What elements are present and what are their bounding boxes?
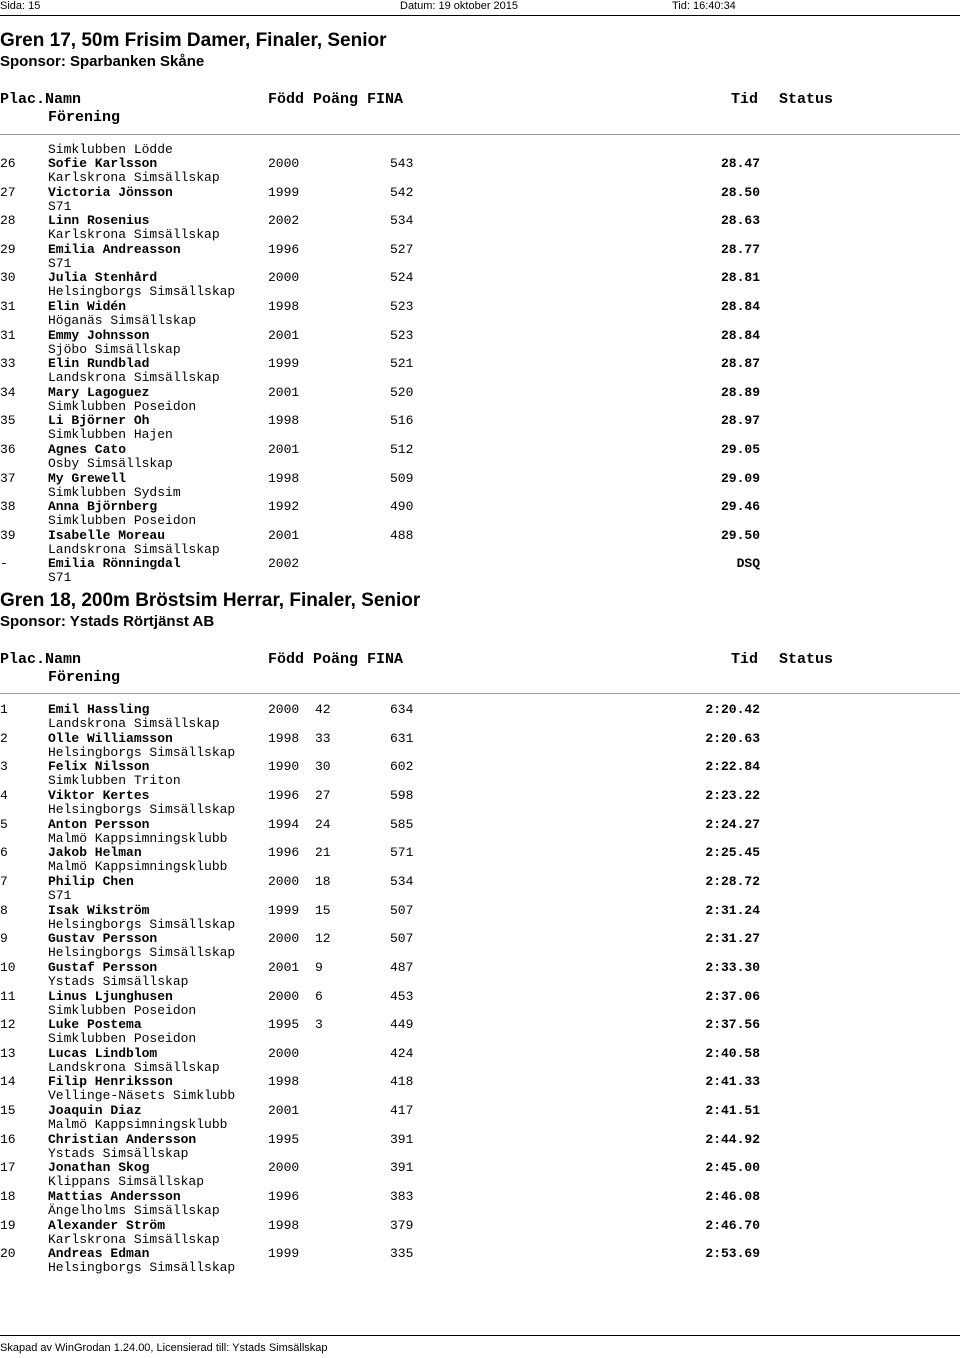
fina-points: 512 [390, 442, 414, 457]
result-row [0, 732, 960, 746]
swimmer-name: Elin Rundblad [48, 356, 150, 372]
placement: 35 [0, 413, 16, 429]
placement: 14 [0, 1074, 16, 1090]
result-row [0, 1247, 960, 1261]
result-time: 2:37.06 [705, 988, 760, 1004]
swimmer-name: Filip Henriksson [48, 1074, 173, 1090]
birth-year: 1992 [268, 499, 300, 515]
footer-text: Skapad av WinGrodan 1.24.00, Licensierad till: Ystads Simsällskap [0, 1342, 328, 1354]
placement: 8 [0, 902, 8, 918]
placement: 19 [0, 1217, 16, 1233]
swimmer-name: Lucas Lindblom [48, 1045, 158, 1061]
club-name: Landskrona Simsällskap [48, 541, 220, 557]
placement: 33 [0, 356, 16, 372]
result-time: 2:46.70 [705, 1217, 760, 1233]
fina-points: 449 [390, 1017, 414, 1033]
fina-points: 418 [390, 1074, 414, 1090]
placement: 27 [0, 184, 16, 200]
club-name: Simklubben Triton [48, 773, 181, 789]
fina-points: 585 [390, 816, 414, 832]
fina-points: 571 [390, 845, 414, 861]
swimmer-name: Anna Björnberg [48, 499, 158, 515]
birth-year: 1990 [268, 759, 300, 775]
club-name: Landskrona Simsällskap [48, 1059, 220, 1075]
placement: 12 [0, 1017, 16, 1033]
result-time: 2:23.22 [705, 787, 760, 803]
placement: 31 [0, 327, 16, 343]
placement: 11 [0, 988, 16, 1004]
fina-points: 631 [390, 730, 414, 746]
birth-year: 1998 [268, 470, 300, 486]
result-time: 2:53.69 [705, 1246, 760, 1262]
result-row [0, 1075, 960, 1089]
result-time: 28.81 [720, 270, 760, 286]
result-row [0, 760, 960, 774]
event2-title: Gren 18, 200m Bröstsim Herrar, Finaler, Senior [0, 590, 421, 611]
swimmer-name: Mattias Andersson [48, 1189, 181, 1205]
club-name: S71 [48, 887, 72, 903]
fina-points: 534 [390, 213, 414, 229]
fina-points: 490 [390, 499, 414, 515]
footer-divider [0, 1335, 960, 1336]
placement: 6 [0, 845, 8, 861]
swimmer-name: Joaquin Diaz [48, 1103, 142, 1119]
swimmer-name: Jonathan Skog [48, 1160, 150, 1176]
club-name: Landskrona Simsällskap [48, 716, 220, 731]
birth-year: 1998 [268, 1217, 300, 1233]
swimmer-name: My Grewell [48, 470, 127, 486]
fina-points: 391 [390, 1160, 414, 1176]
result-time: 29.50 [720, 527, 760, 543]
club-name: Ystads Simsällskap [48, 973, 189, 989]
fina-points: 424 [390, 1045, 414, 1061]
print-date: Datum: 19 oktober 2015 [400, 0, 519, 12]
col-plac-name: Plac.Namn [0, 91, 82, 108]
club-name: Malmö Kappsimningsklubb [48, 1117, 228, 1133]
club-name: Klippans Simsällskap [48, 1174, 205, 1190]
placement: 10 [0, 959, 16, 975]
birth-year: 2000 [268, 988, 300, 1004]
fina-points: 507 [390, 931, 414, 947]
result-row [0, 500, 960, 514]
club-name: Simklubben Poseidon [48, 1002, 197, 1018]
swimmer-name: Li Björner Oh [48, 413, 150, 429]
result-row [0, 1047, 960, 1061]
placement: 1 [0, 702, 8, 717]
birth-year: 1996 [268, 787, 300, 803]
placement: 34 [0, 384, 16, 400]
club-name: Karlskrona Simsällskap [48, 1231, 220, 1247]
points: 21 [315, 845, 331, 861]
club-name: Simklubben Poseidon [48, 513, 197, 529]
club-name: Simklubben Poseidon [48, 398, 197, 414]
swimmer-name: Julia Stenhård [48, 270, 158, 286]
birth-year: 1996 [268, 1189, 300, 1205]
placement: 31 [0, 299, 16, 314]
birth-year: 1998 [268, 730, 300, 746]
points: 33 [315, 730, 331, 746]
placement: 26 [0, 156, 16, 171]
placement: 17 [0, 1160, 16, 1176]
points: 42 [315, 702, 331, 717]
swimmer-name: Andreas Edman [48, 1246, 150, 1262]
result-row [0, 961, 960, 975]
result-time: 2:31.24 [705, 902, 760, 918]
event2-header-divider [0, 693, 960, 694]
swimmer-name: Gustav Persson [48, 931, 158, 947]
swimmer-name: Isabelle Moreau [48, 527, 166, 543]
col-time: Tid [731, 91, 759, 108]
birth-year: 1998 [268, 1074, 300, 1090]
result-time: 2:31.27 [705, 931, 760, 947]
result-time: 2:40.58 [705, 1045, 760, 1061]
placement: 39 [0, 527, 16, 543]
result-row [0, 1133, 960, 1147]
page-number: Sida: 15 [0, 0, 41, 12]
fina-points: 527 [390, 241, 414, 257]
result-time: 2:37.56 [705, 1017, 760, 1033]
result-row [0, 789, 960, 803]
col-club: Förening [48, 109, 121, 126]
swimmer-name: Emil Hassling [48, 702, 150, 717]
result-row [0, 414, 960, 428]
result-time: 2:24.27 [705, 816, 760, 832]
birth-year: 1999 [268, 902, 300, 918]
result-row [0, 557, 960, 571]
points: 24 [315, 816, 331, 832]
placement: 30 [0, 270, 16, 286]
placement: 3 [0, 759, 8, 775]
fina-points: 487 [390, 959, 414, 975]
result-time: 29.09 [720, 470, 760, 486]
result-time: 28.87 [720, 356, 760, 372]
placement: 29 [0, 241, 16, 257]
club-name: Ystads Simsällskap [48, 1145, 189, 1161]
points: 15 [315, 902, 331, 918]
col-born-points-fina: Född Poäng FINA [268, 651, 404, 668]
birth-year: 1996 [268, 241, 300, 257]
placement: 20 [0, 1246, 16, 1262]
birth-year: 2001 [268, 442, 300, 457]
print-time: Tid: 16:40:34 [672, 0, 736, 12]
swimmer-name: Emilia Rönningdal [48, 556, 181, 572]
fina-points: 335 [390, 1246, 414, 1262]
club-name: S71 [48, 570, 72, 586]
result-time: 2:41.51 [705, 1103, 760, 1119]
result-row [0, 214, 960, 228]
birth-year: 2000 [268, 931, 300, 947]
swimmer-name: Emilia Andreasson [48, 241, 181, 257]
fina-points: 509 [390, 470, 414, 486]
header-divider [0, 15, 960, 16]
fina-points: 598 [390, 787, 414, 803]
club-name: Malmö Kappsimningsklubb [48, 830, 228, 846]
swimmer-name: Gustaf Persson [48, 959, 158, 975]
fina-points: 417 [390, 1103, 414, 1119]
result-time: 28.47 [720, 156, 760, 171]
club-name: Höganäs Simsällskap [48, 313, 197, 328]
fina-points: 516 [390, 413, 414, 429]
placement: 15 [0, 1103, 16, 1119]
birth-year: 2000 [268, 156, 300, 171]
event1-title: Gren 17, 50m Frisim Damer, Finaler, Senior [0, 30, 387, 51]
result-row [0, 157, 960, 171]
swimmer-name: Anton Persson [48, 816, 150, 832]
result-row [0, 904, 960, 918]
result-time: 28.97 [720, 413, 760, 429]
result-time: 2:46.08 [705, 1189, 760, 1205]
points: 9 [315, 959, 323, 975]
birth-year: 2001 [268, 1103, 300, 1119]
result-time: DSQ [736, 556, 760, 572]
page-header [0, 0, 960, 14]
fina-points: 453 [390, 988, 414, 1004]
placement: 16 [0, 1131, 16, 1147]
points: 30 [315, 759, 331, 775]
birth-year: 2000 [268, 1045, 300, 1061]
club-name: S71 [48, 255, 72, 271]
placement: 5 [0, 816, 8, 832]
fina-points: 543 [390, 156, 414, 171]
club-name: Helsingborgs Simsällskap [48, 1260, 236, 1276]
fina-points: 383 [390, 1189, 414, 1205]
placement: 4 [0, 787, 8, 803]
result-row [0, 1190, 960, 1204]
result-row [0, 1219, 960, 1233]
club-name: Helsingborgs Simsällskap [48, 801, 236, 817]
fina-points: 534 [390, 873, 414, 889]
birth-year: 1998 [268, 413, 300, 429]
result-time: 2:28.72 [705, 873, 760, 889]
points: 6 [315, 988, 323, 1004]
result-time: 28.84 [720, 299, 760, 314]
swimmer-name: Felix Nilsson [48, 759, 150, 775]
club-name: Ängelholms Simsällskap [48, 1203, 220, 1219]
result-row [0, 357, 960, 371]
points: 3 [315, 1017, 323, 1033]
birth-year: 2001 [268, 384, 300, 400]
placement: 13 [0, 1045, 16, 1061]
fina-points: 520 [390, 384, 414, 400]
result-time: 29.46 [720, 499, 760, 515]
club-name: Osby Simsällskap [48, 456, 173, 471]
swimmer-name: Victoria Jönsson [48, 184, 173, 200]
result-row [0, 875, 960, 889]
placement: 28 [0, 213, 16, 229]
swimmer-name: Jakob Helman [48, 845, 142, 861]
fina-points: 521 [390, 356, 414, 372]
fina-points: 524 [390, 270, 414, 286]
birth-year: 1995 [268, 1131, 300, 1147]
swimmer-name: Emmy Johnsson [48, 327, 150, 343]
club-name: Malmö Kappsimningsklubb [48, 859, 228, 875]
fina-points: 602 [390, 759, 414, 775]
club-name: Simklubben Hajen [48, 427, 173, 443]
swimmer-name: Viktor Kertes [48, 787, 150, 803]
swimmer-name: Alexander Ström [48, 1217, 166, 1233]
fina-points: 523 [390, 327, 414, 343]
placement: 18 [0, 1189, 16, 1205]
club-name: Sjöbo Simsällskap [48, 341, 181, 357]
points: 27 [315, 787, 331, 803]
points: 12 [315, 931, 331, 947]
result-time: 28.63 [720, 213, 760, 229]
result-time: 28.50 [720, 184, 760, 200]
club-name: Helsingborgs Simsällskap [48, 916, 236, 932]
result-row [0, 990, 960, 1004]
swimmer-name: Christian Andersson [48, 1131, 197, 1147]
birth-year: 1998 [268, 299, 300, 314]
result-time: 2:22.84 [705, 759, 760, 775]
result-row [0, 703, 960, 717]
result-time: 2:44.92 [705, 1131, 760, 1147]
col-plac-name: Plac.Namn [0, 651, 82, 668]
placement: 9 [0, 931, 8, 947]
event2-sponsor: Sponsor: Ystads Rörtjänst AB [0, 613, 215, 630]
swimmer-name: Philip Chen [48, 873, 134, 889]
placement: 36 [0, 442, 16, 457]
swimmer-name: Linus Ljunghusen [48, 988, 173, 1004]
col-status: Status [779, 91, 834, 108]
birth-year: 1995 [268, 1017, 300, 1033]
result-row [0, 1018, 960, 1032]
swimmer-name: Elin Widén [48, 299, 127, 314]
result-row [0, 818, 960, 832]
placement: 7 [0, 873, 8, 889]
swimmer-name: Mary Lagoguez [48, 384, 150, 400]
birth-year: 2000 [268, 702, 300, 717]
club-name: S71 [48, 198, 72, 214]
result-row [0, 243, 960, 257]
fina-points: 379 [390, 1217, 414, 1233]
result-time: 2:41.33 [705, 1074, 760, 1090]
birth-year: 2000 [268, 270, 300, 286]
club-name: Simklubben Sydsim [48, 484, 181, 500]
result-time: 29.05 [720, 442, 760, 457]
col-club: Förening [48, 669, 121, 686]
swimmer-name: Agnes Cato [48, 442, 127, 457]
swimmer-name: Luke Postema [48, 1017, 142, 1033]
event1-leading-club: Simklubben Lödde [48, 142, 173, 157]
result-row [0, 846, 960, 860]
col-time: Tid [731, 651, 759, 668]
swimmer-name: Olle Williamsson [48, 730, 173, 746]
fina-points: 523 [390, 299, 414, 314]
event1-sponsor: Sponsor: Sparbanken Skåne [0, 53, 205, 70]
club-name: Landskrona Simsällskap [48, 370, 220, 386]
col-born-points-fina: Född Poäng FINA [268, 91, 404, 108]
club-name: Simklubben Poseidon [48, 1031, 197, 1047]
result-time: 2:45.00 [705, 1160, 760, 1176]
fina-points: 507 [390, 902, 414, 918]
fina-points: 488 [390, 527, 414, 543]
birth-year: 1999 [268, 1246, 300, 1262]
result-row [0, 1161, 960, 1175]
result-row [0, 529, 960, 543]
placement: 2 [0, 730, 8, 746]
club-name: Helsingborgs Simsällskap [48, 945, 236, 961]
swimmer-name: Sofie Karlsson [48, 156, 158, 171]
birth-year: 1996 [268, 845, 300, 861]
club-name: Karlskrona Simsällskap [48, 227, 220, 243]
birth-year: 2001 [268, 959, 300, 975]
result-time: 2:20.63 [705, 730, 760, 746]
club-name: Helsingborgs Simsällskap [48, 744, 236, 760]
birth-year: 1994 [268, 816, 300, 832]
birth-year: 2002 [268, 213, 300, 229]
points: 18 [315, 873, 331, 889]
club-name: Vellinge-Näsets Simklubb [48, 1088, 236, 1104]
birth-year: 2001 [268, 527, 300, 543]
placement: 37 [0, 470, 16, 486]
placement: 38 [0, 499, 16, 515]
result-time: 28.84 [720, 327, 760, 343]
result-row [0, 300, 960, 314]
result-time: 28.89 [720, 384, 760, 400]
fina-points: 391 [390, 1131, 414, 1147]
swimmer-name: Linn Rosenius [48, 213, 150, 229]
birth-year: 2001 [268, 327, 300, 343]
result-row [0, 271, 960, 285]
result-row [0, 386, 960, 400]
swimmer-name: Isak Wikström [48, 902, 150, 918]
result-row [0, 329, 960, 343]
birth-year: 1999 [268, 184, 300, 200]
result-time: 2:20.42 [705, 702, 760, 717]
birth-year: 2000 [268, 873, 300, 889]
fina-points: 542 [390, 184, 414, 200]
col-status: Status [779, 651, 834, 668]
result-row [0, 443, 960, 457]
result-row [0, 186, 960, 200]
event1-header-divider [0, 134, 960, 135]
birth-year: 1999 [268, 356, 300, 372]
result-time: 28.77 [720, 241, 760, 257]
fina-points: 634 [390, 702, 414, 717]
birth-year: 2002 [268, 556, 300, 572]
club-name: Helsingborgs Simsällskap [48, 284, 236, 300]
result-row [0, 932, 960, 946]
club-name: Karlskrona Simsällskap [48, 170, 220, 185]
birth-year: 2000 [268, 1160, 300, 1176]
result-row [0, 1104, 960, 1118]
result-row [0, 472, 960, 486]
result-time: 2:25.45 [705, 845, 760, 861]
placement: - [0, 556, 8, 572]
result-time: 2:33.30 [705, 959, 760, 975]
